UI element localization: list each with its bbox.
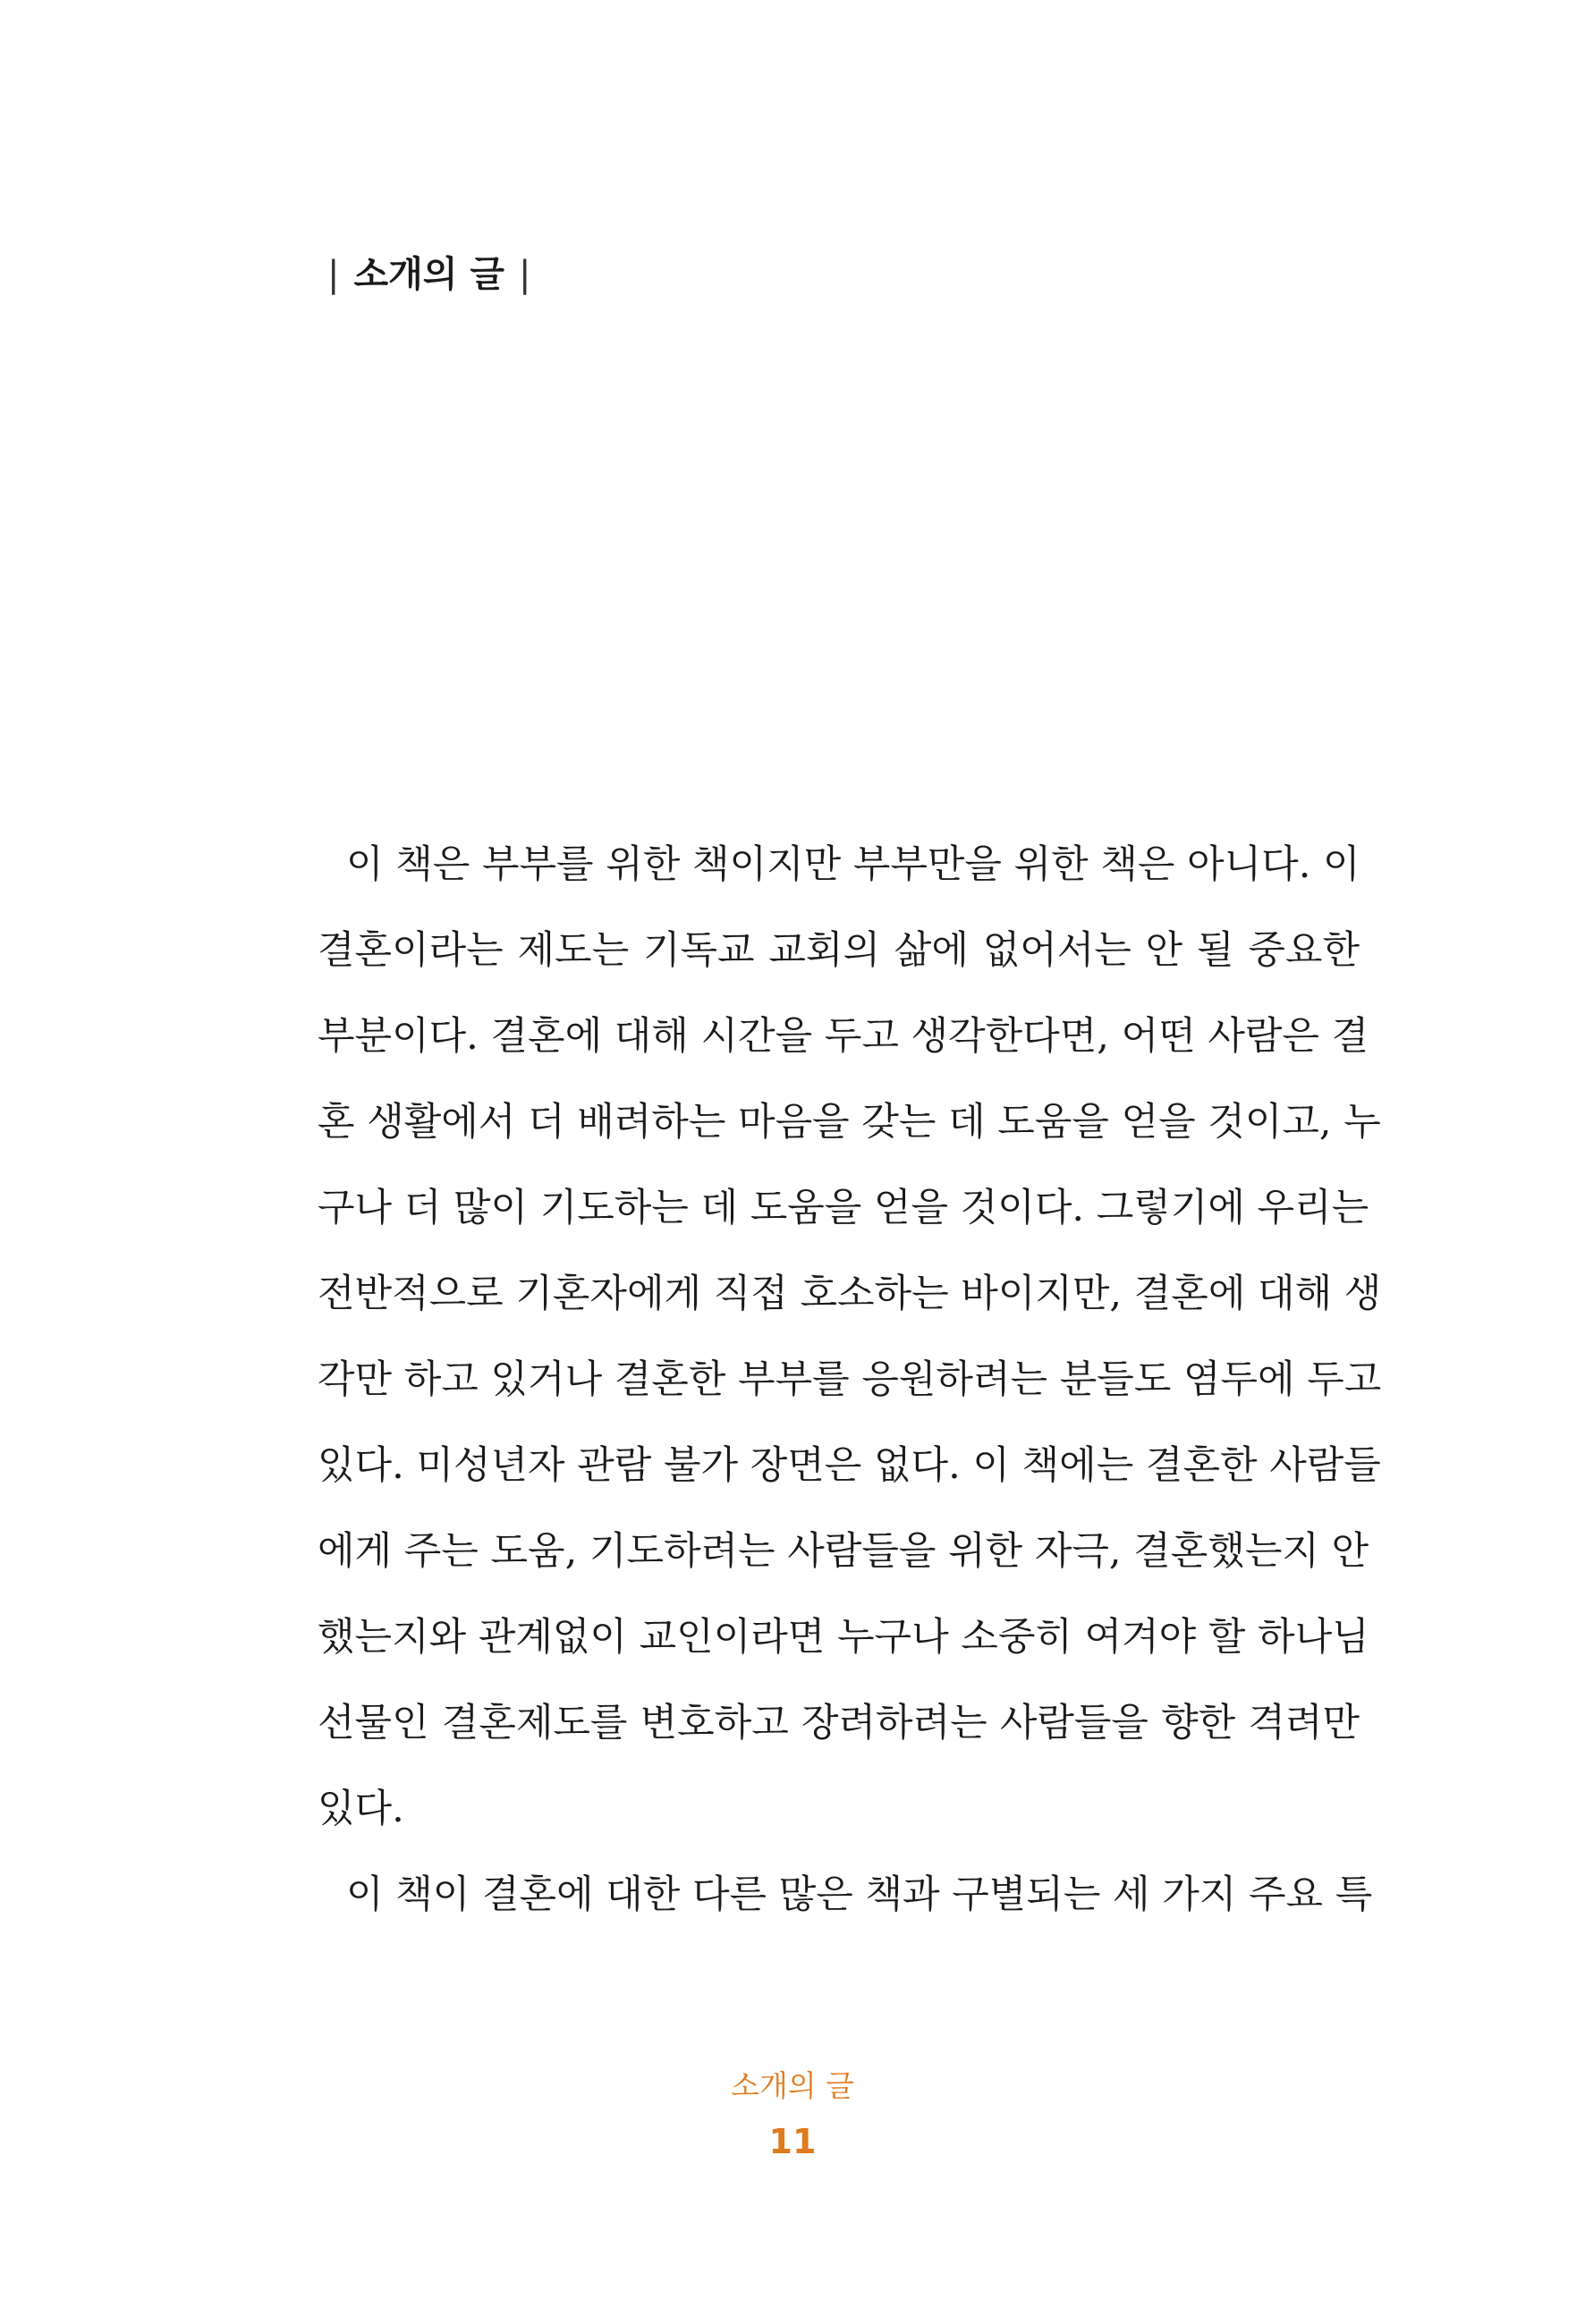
text-line: 부분이다. 결혼에 대해 시간을 두고 생각한다면, 어떤 사람은 결	[318, 1014, 1369, 1059]
text-line: 선물인 결혼제도를 변호하고 장려하려는 사람들을 향한 격려만	[318, 1701, 1360, 1745]
text-line: 혼 생활에서 더 배려하는 마음을 갖는 데 도움을 얻을 것이고, 누	[318, 1100, 1381, 1145]
page-number: 11	[768, 2122, 817, 2161]
text-line: 했는지와 관계없이 교인이라면 누구나 소중히 여겨야 할 하나님	[318, 1615, 1369, 1660]
heading-title: 소개의 글	[353, 254, 504, 295]
text-line: 에게 주는 도움, 기도하려는 사람들을 위한 자극, 결혼했는지 안	[318, 1529, 1369, 1574]
text-line: 구나 더 많이 기도하는 데 도움을 얻을 것이다. 그렇기에 우리는	[318, 1186, 1369, 1230]
text-line: 이 책이 결혼에 대한 다른 많은 책과 구별되는 세 가지 주요 특	[346, 1872, 1373, 1917]
chapter-heading	[327, 252, 530, 297]
running-footer-title: 소개의 글	[730, 2068, 854, 2103]
text-line: 이 책은 부부를 위한 책이지만 부부만을 위한 책은 아니다. 이	[346, 842, 1360, 887]
body-paragraphs	[318, 833, 1382, 1949]
text-line: 결혼이라는 제도는 기독교 교회의 삶에 없어서는 안 될 중요한	[318, 928, 1360, 973]
text-line: 있다.	[318, 1787, 404, 1831]
text-line: 있다. 미성년자 관람 불가 장면은 없다. 이 책에는 결혼한 사람들	[318, 1443, 1381, 1488]
heading-left-bar: |	[327, 254, 340, 295]
text-line: 각만 하고 있거나 결혼한 부부를 응원하려는 분들도 염두에 두고	[318, 1357, 1382, 1402]
text-line: 전반적으로 기혼자에게 직접 호소하는 바이지만, 결혼에 대해 생	[318, 1272, 1382, 1316]
heading-right-bar: |	[518, 254, 531, 295]
